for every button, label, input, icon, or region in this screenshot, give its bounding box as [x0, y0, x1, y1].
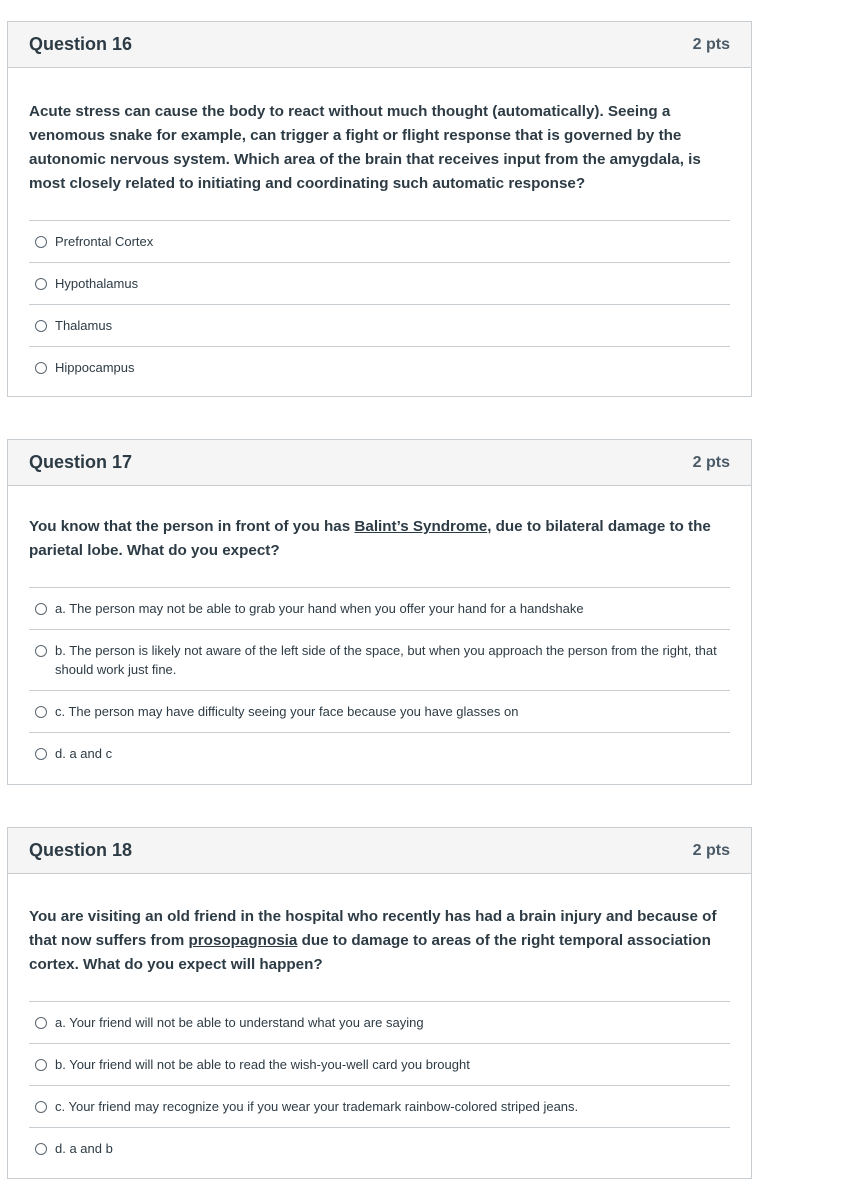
answer-option[interactable]: [29, 304, 730, 346]
radio-button[interactable]: [35, 278, 47, 290]
question-term: Balint’s Syndrome: [354, 518, 488, 535]
answer-option[interactable]: [29, 220, 730, 262]
answer-label: c. The person may have difficulty seeing your face because you have glasses on: [55, 704, 519, 719]
radio-button[interactable]: [35, 236, 47, 248]
answer-option[interactable]: [29, 1127, 730, 1169]
question-17: [7, 439, 752, 785]
answer-label: b. Your friend will not be able to read the wish-you-well card you brought: [55, 1057, 470, 1072]
radio-button[interactable]: [35, 1059, 47, 1071]
radio-button[interactable]: [35, 320, 47, 332]
question-title: Question 18: [29, 840, 133, 860]
answer-option[interactable]: [29, 1043, 730, 1085]
answer-label: d. a and b: [55, 1141, 113, 1156]
radio-button[interactable]: [35, 645, 47, 657]
question-points: 2 pts: [692, 841, 730, 859]
question-term: prosopagnosia: [188, 932, 298, 949]
question-text-before: You know that the person in front of you has: [29, 518, 355, 535]
question-body: [8, 515, 751, 774]
answer-list: [29, 587, 730, 774]
question-points: 2 pts: [692, 35, 730, 53]
answer-option[interactable]: [29, 629, 730, 690]
question-text: [29, 515, 730, 563]
answer-list: [29, 1001, 730, 1169]
answer-label: c. Your friend may recognize you if you wear your trademark rainbow-colored striped jeans.: [55, 1099, 579, 1114]
question-text-before: You are visiting an old friend in the hospital who recently has had a brain injury and because of that now suffers from: [29, 908, 717, 949]
question-body: [8, 100, 751, 388]
question-text: Acute stress can cause the body to react without much thought (automatically). Seeing a venomous snake for example, can trigger a fight or flight response that is governed by the autonomic nervous system. Which area of the brain that receives input from the amygdala, is most closely related to initiating and coordinating such automatic response?: [29, 103, 701, 192]
radio-button[interactable]: [35, 362, 47, 374]
answer-label: b. The person is likely not aware of the left side of the space, but when you approach the person from the right, that should work just fine.: [55, 643, 717, 677]
answer-label: Hippocampus: [55, 360, 135, 375]
question-text: [29, 905, 730, 977]
question-18: [7, 827, 752, 1179]
question-points: 2 pts: [692, 453, 730, 471]
answer-label: Prefrontal Cortex: [55, 234, 154, 249]
answer-option[interactable]: [29, 690, 730, 732]
answer-label: Thalamus: [55, 318, 113, 333]
question-text-after: , due to bilateral damage to the parietal lobe. What do you expect?: [29, 518, 711, 559]
radio-button[interactable]: [35, 1143, 47, 1155]
answer-label: Hypothalamus: [55, 276, 139, 291]
question-header: [8, 22, 751, 68]
question-body: [8, 905, 751, 1169]
question-header: [8, 440, 751, 486]
question-title: Question 17: [29, 452, 133, 472]
answer-option[interactable]: [29, 587, 730, 629]
answer-option[interactable]: [29, 732, 730, 774]
question-text-after: due to damage to areas of the right temporal association cortex. What do you expect will happen?: [29, 932, 711, 973]
question-16: [7, 21, 752, 397]
question-header: [8, 828, 751, 874]
answer-label: a. The person may not be able to grab your hand when you offer your hand for a handshake: [55, 601, 584, 616]
radio-button[interactable]: [35, 1017, 47, 1029]
question-title: Question 16: [29, 34, 133, 54]
radio-button[interactable]: [35, 603, 47, 615]
answer-option[interactable]: [29, 1001, 730, 1043]
answer-option[interactable]: [29, 262, 730, 304]
radio-button[interactable]: [35, 706, 47, 718]
answer-option[interactable]: [29, 346, 730, 388]
radio-button[interactable]: [35, 748, 47, 760]
answer-option[interactable]: [29, 1085, 730, 1127]
answer-list: [29, 220, 730, 388]
answer-label: a. Your friend will not be able to understand what you are saying: [55, 1015, 424, 1030]
radio-button[interactable]: [35, 1101, 47, 1113]
answer-label: d. a and c: [55, 746, 113, 761]
